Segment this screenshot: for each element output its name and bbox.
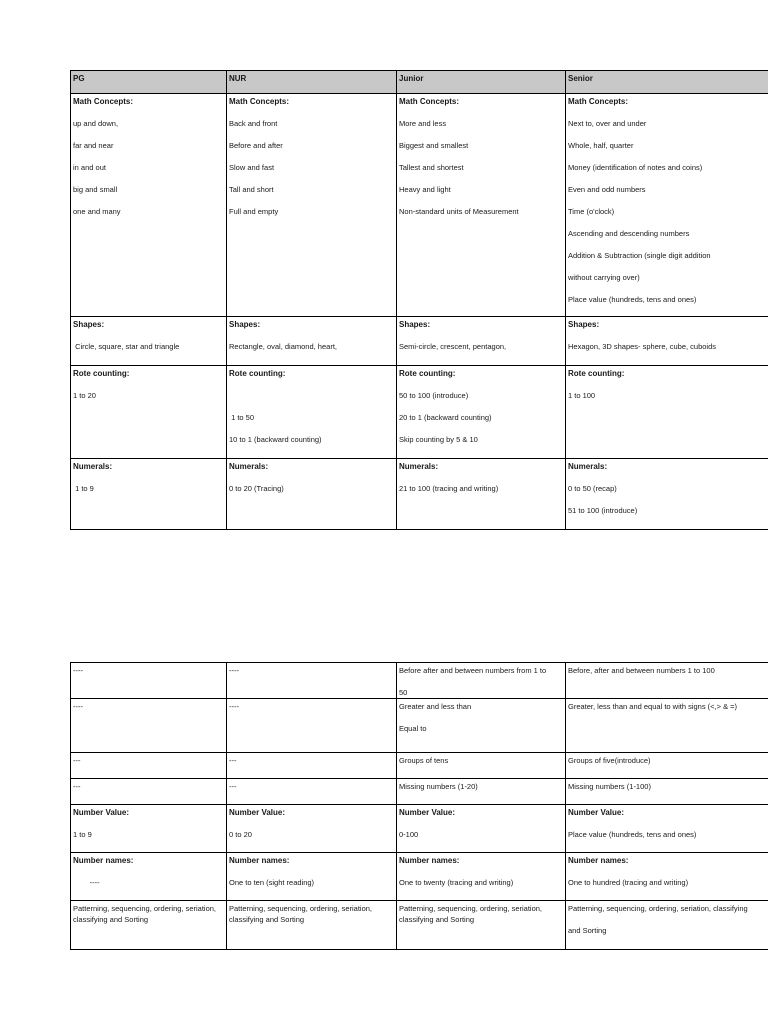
cell-line: in and out [73,163,106,172]
table-cell [227,901,397,950]
table-header-row [71,71,768,94]
cell-line: Patterning, sequencing, ordering, seriation, classifying and Sorting [399,904,545,924]
cell-title: Math Concepts: [73,97,133,106]
table-cell [71,663,227,699]
table-row [71,94,768,317]
table-cell [566,459,768,530]
table-cell [71,853,227,901]
cell-line: Before after and between numbers from 1 to [399,666,547,675]
table-row [71,753,768,779]
cell-line: --- [73,756,81,765]
cell-title: Rote counting: [229,369,286,378]
cell-line: 20 to 1 (backward counting) [399,413,492,422]
cell-line: Full and empty [229,207,279,216]
cell-line: Greater and less than [399,702,472,711]
table-cell [566,779,768,805]
cell-title: Rote counting: [73,369,130,378]
table-cell [227,779,397,805]
cell-line: Tall and short [229,185,274,194]
cell-line: 1 to 9 [73,830,92,839]
cell-line: Whole, half, quarter [568,141,634,150]
cell-line: 21 to 100 (tracing and writing) [399,484,499,493]
header-pg: PG [71,71,227,94]
cell-line [229,390,394,401]
cell-title: Numerals: [229,462,269,471]
cell-title: Rote counting: [399,369,456,378]
cell-title: Number Value: [73,808,130,817]
table-cell [227,753,397,779]
cell-line: One to twenty (tracing and writing) [399,878,514,887]
cell-line: 0 to 50 (recap) [568,484,617,493]
table-row [71,901,768,950]
cell-title: Math Concepts: [399,97,459,106]
cell-line: 1 to 100 [568,391,596,400]
cell-line: one and many [73,207,121,216]
table-cell [397,753,566,779]
cell-title: Number Value: [399,808,456,817]
cell-title: Shapes: [399,320,431,329]
cell-title: Numerals: [73,462,113,471]
cell-line: Even and odd numbers [568,185,646,194]
cell-line: More and less [399,119,447,128]
cell-line: Biggest and smallest [399,141,469,150]
cell-line: Skip counting by 5 & 10 [399,435,478,444]
cell-line: Money (identification of notes and coins) [568,163,703,172]
cell-line: --- [229,782,237,791]
table-cell [397,779,566,805]
cell-line: ---- [73,702,83,711]
cell-line: Circle, square, star and triangle [73,342,180,351]
cell-title: Shapes: [568,320,600,329]
table-cell [397,459,566,530]
header-senior: Senior [566,71,768,94]
cell-line: and Sorting [568,926,607,935]
cell-line: far and near [73,141,114,150]
table-cell [397,366,566,459]
table-cell [227,663,397,699]
table-cell [227,853,397,901]
cell-line: Patterning, sequencing, ordering, seriation, classifying and Sorting [73,904,219,924]
cell-line: Groups of tens [399,756,449,765]
cell-title: Rote counting: [568,369,625,378]
cell-title: Number Value: [229,808,286,817]
table-cell [566,94,768,317]
cell-line: 0 to 20 [229,830,252,839]
table-cell [71,901,227,950]
table-cell [566,699,768,753]
cell-line: 50 to 100 (introduce) [399,391,469,400]
cell-title: Number names: [399,856,460,865]
table-row [71,699,768,753]
table-cell [397,853,566,901]
table-cell [397,805,566,853]
table-cell [71,366,227,459]
cell-line: 0 to 20 (Tracing) [229,484,284,493]
table-row [71,853,768,901]
table-row [71,779,768,805]
cell-line: Greater, less than and equal to with signs (<,> & =) [568,702,738,711]
cell-line: --- [73,782,81,791]
cell-line: Missing numbers (1-20) [399,782,478,791]
cell-line: up and down, [73,119,119,128]
cell-line: Equal to [399,724,427,733]
cell-line: Before and after [229,141,283,150]
cell-line: 51 to 100 (introduce) [568,506,638,515]
table-cell [71,459,227,530]
table-cell [566,366,768,459]
table-cell [71,753,227,779]
cell-title: Number names: [73,856,134,865]
cell-line: ---- [73,878,100,887]
table-cell [71,699,227,753]
table-cell [227,805,397,853]
cell-line: 50 [399,688,408,697]
header-junior: Junior [397,71,566,94]
cell-title: Numerals: [399,462,439,471]
cell-line: 10 to 1 (backward counting) [229,435,322,444]
cell-line: Semi-circle, crescent, pentagon, [399,342,507,351]
cell-line: Non-standard units of Measurement [399,207,519,216]
table-cell [566,663,768,699]
cell-line: Rectangle, oval, diamond, heart, [229,342,337,351]
cell-line: One to ten (sight reading) [229,878,315,887]
table-cell [566,901,768,950]
table-row [71,663,768,699]
table-cell [227,366,397,459]
curriculum-table-2 [70,662,768,950]
cell-line: Addition & Subtraction (single digit addition [568,251,711,260]
table-cell [227,699,397,753]
cell-line: Time (o'clock) [568,207,615,216]
cell-line: Back and front [229,119,278,128]
table-cell [397,901,566,950]
curriculum-table-1 [70,70,768,530]
table-cell [566,753,768,779]
table-cell [566,853,768,901]
table-cell [71,805,227,853]
cell-line: Patterning, sequencing, ordering, seriation, classifying and Sorting [229,904,375,924]
cell-line: ---- [229,702,239,711]
cell-line: 1 to 50 [229,413,255,422]
cell-title: Math Concepts: [568,97,628,106]
header-nur: NUR [227,71,397,94]
cell-line: without carrying over) [568,273,640,282]
cell-line: Missing numbers (1-100) [568,782,651,791]
table-cell [397,94,566,317]
cell-line: Hexagon, 3D shapes- sphere, cube, cuboids [568,342,717,351]
cell-title: Number names: [568,856,629,865]
cell-line: Place value (hundreds, tens and ones) [568,830,697,839]
table-row [71,317,768,366]
cell-title: Shapes: [73,320,105,329]
cell-line: Patterning, sequencing, ordering, seriation, classifying [568,904,748,913]
cell-line: ---- [73,666,83,675]
cell-line: Ascending and descending numbers [568,229,690,238]
cell-line: 0-100 [399,830,419,839]
cell-line: --- [229,756,237,765]
cell-title: Numerals: [568,462,608,471]
table-cell [566,317,768,366]
table-cell [397,317,566,366]
cell-line: Slow and fast [229,163,275,172]
cell-line: Place value (hundreds, tens and ones) [568,295,697,304]
cell-title: Shapes: [229,320,261,329]
cell-line: Before, after and between numbers 1 to 100 [568,666,715,675]
table-cell [71,94,227,317]
cell-line: 1 to 9 [73,484,94,493]
cell-title: Math Concepts: [229,97,289,106]
cell-line: Heavy and light [399,185,451,194]
cell-line: One to hundred (tracing and writing) [568,878,689,887]
table-row [71,459,768,530]
table-row [71,366,768,459]
cell-title: Number Value: [568,808,625,817]
table-row [71,805,768,853]
cell-line: 1 to 20 [73,391,96,400]
table-cell [566,805,768,853]
table-cell [227,94,397,317]
table-cell [71,779,227,805]
cell-line: Next to, over and under [568,119,647,128]
cell-title: Number names: [229,856,290,865]
table-cell [71,317,227,366]
table-cell [227,317,397,366]
cell-line: Tallest and shortest [399,163,464,172]
cell-line: ---- [229,666,239,675]
table-cell [227,459,397,530]
cell-line: Groups of five(introduce) [568,756,651,765]
cell-line: big and small [73,185,118,194]
table-cell [397,699,566,753]
table-cell [397,663,566,699]
